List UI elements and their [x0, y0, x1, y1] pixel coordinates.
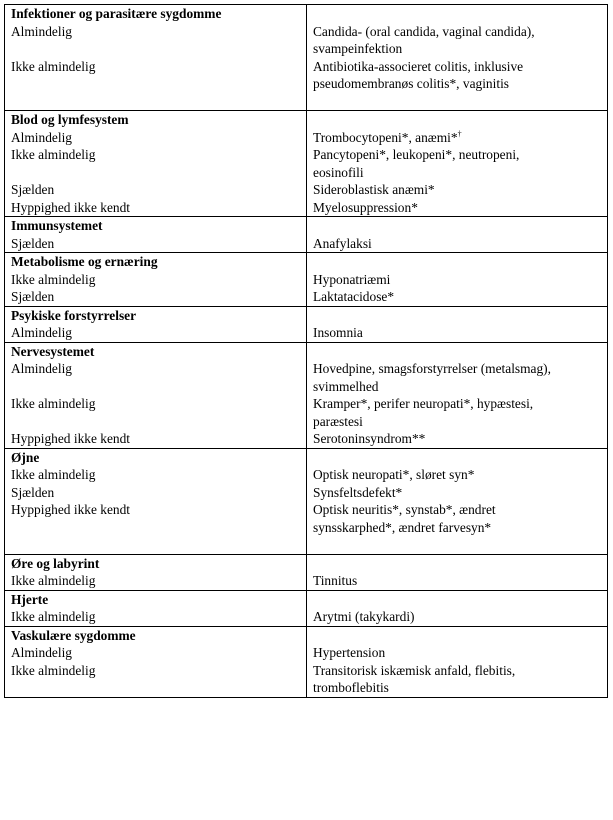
adverse-effect-line — [313, 679, 601, 697]
adverse-effect-line — [313, 129, 601, 147]
adverse-effect-text: tromboflebitis — [313, 680, 389, 695]
adverse-effect-text: pseudomembranøs colitis*, vaginitis — [313, 76, 510, 91]
adverse-effect-text: Hyponatriæmi — [313, 271, 391, 287]
organ-class-cell — [5, 5, 307, 111]
frequency-label: Ikke almindelig — [11, 396, 96, 411]
table-row — [5, 626, 608, 697]
table-row — [5, 554, 608, 590]
adverse-effect-line — [313, 413, 601, 431]
adverse-effect-text: Insomnia — [313, 325, 363, 340]
adverse-effect-text: Tinnitus — [313, 573, 358, 588]
adverse-effect-line — [313, 519, 601, 537]
effects-cell — [307, 448, 608, 554]
frequency-label: Hyppighed ikke kendt — [11, 199, 131, 215]
line-gap — [11, 679, 300, 697]
organ-class-cell — [5, 342, 307, 448]
organ-class-heading: Nervesystemet — [11, 343, 95, 359]
heading-spacer — [313, 5, 601, 23]
adverse-effect-line — [313, 360, 601, 378]
frequency-label: Almindelig — [11, 129, 72, 145]
adverse-effect-line — [313, 23, 601, 41]
adverse-reactions-table — [4, 4, 608, 698]
line-gap — [11, 413, 300, 431]
adverse-effect-line — [313, 572, 601, 590]
organ-class-cell — [5, 306, 307, 342]
heading-spacer — [313, 217, 601, 235]
adverse-effect-line — [313, 501, 601, 519]
adverse-effect-text: Laktatacidose* — [313, 289, 395, 304]
organ-class-cell — [5, 253, 307, 307]
adverse-effect-line — [313, 430, 601, 448]
table-row — [5, 253, 608, 307]
organ-class-cell — [5, 554, 307, 590]
adverse-effect-text: svampeinfektion — [313, 41, 403, 56]
organ-class-heading: Immunsystemet — [11, 218, 103, 233]
adverse-effect-line — [313, 662, 601, 680]
heading-spacer — [313, 253, 601, 271]
organ-class-heading: Hjerte — [11, 591, 49, 607]
frequency-label: Sjælden — [11, 182, 55, 197]
frequency-label: Almindelig — [11, 645, 72, 660]
frequency-label: Ikke almindelig — [11, 609, 96, 624]
table-row — [5, 448, 608, 554]
adverse-effect-line — [313, 378, 601, 396]
adverse-effect-line — [313, 466, 601, 484]
organ-class-heading: Øre og labyrint — [11, 555, 100, 571]
organ-class-cell — [5, 111, 307, 217]
frequency-label: Almindelig — [11, 23, 72, 39]
organ-class-heading: Blod og lymfesystem — [11, 112, 129, 127]
adverse-effect-text: Candida- (oral candida, vaginal candida), — [313, 23, 535, 39]
effects-cell — [307, 342, 608, 448]
adverse-effect-text: Trombocytopeni*, anæmi* — [313, 129, 458, 145]
table-row — [5, 5, 608, 111]
line-gap — [11, 378, 300, 396]
table-row — [5, 306, 608, 342]
adverse-effect-text: Myelosuppression* — [313, 199, 418, 215]
adverse-effect-line — [313, 644, 601, 662]
table-body — [5, 5, 608, 698]
adverse-effect-line — [313, 288, 601, 306]
frequency-label: Sjælden — [11, 289, 55, 304]
adverse-effect-text: Transitorisk iskæmisk anfald, flebitis, — [313, 662, 516, 678]
adverse-effect-line — [313, 164, 601, 182]
adverse-effect-text: svimmelhed — [313, 378, 379, 394]
table-row — [5, 217, 608, 253]
adverse-effect-text: synsskarphed*, ændret farvesyn* — [313, 519, 492, 535]
heading-spacer — [313, 449, 601, 467]
adverse-effect-line — [313, 181, 601, 199]
frequency-label: Ikke almindelig — [11, 573, 96, 588]
heading-spacer — [313, 555, 601, 573]
adverse-effect-line — [313, 146, 601, 164]
effects-cell — [307, 306, 608, 342]
effects-cell — [307, 5, 608, 111]
frequency-label: Ikke almindelig — [11, 147, 96, 162]
effects-cell — [307, 217, 608, 253]
effects-cell — [307, 590, 608, 626]
organ-class-cell — [5, 217, 307, 253]
frequency-label: Sjælden — [11, 484, 55, 500]
effects-cell — [307, 253, 608, 307]
organ-class-heading: Infektioner og parasitære sygdomme — [11, 6, 222, 21]
adverse-effect-line — [313, 199, 601, 217]
adverse-effect-text: Anafylaksi — [313, 235, 372, 251]
organ-class-cell — [5, 590, 307, 626]
adverse-effect-line — [313, 324, 601, 342]
adverse-effect-text: Synsfeltsdefekt* — [313, 484, 403, 500]
heading-spacer — [313, 343, 601, 361]
adverse-effect-line — [313, 40, 601, 58]
adverse-effect-text: Antibiotika-associeret colitis, inklusive — [313, 58, 524, 74]
frequency-label: Ikke almindelig — [11, 467, 96, 482]
adverse-effect-line — [313, 395, 601, 413]
trailing-gap — [313, 536, 601, 554]
frequency-label: Hyppighed ikke kendt — [11, 502, 131, 517]
heading-spacer — [313, 111, 601, 129]
line-gap — [11, 164, 300, 182]
frequency-label: Ikke almindelig — [11, 662, 96, 678]
table-row — [5, 590, 608, 626]
adverse-effect-text: Hovedpine, smagsforstyrrelser (metalsmag), — [313, 361, 551, 376]
effects-cell — [307, 554, 608, 590]
heading-spacer — [313, 591, 601, 609]
adverse-effect-text: paræstesi — [313, 413, 363, 429]
line-gap — [11, 519, 300, 537]
adverse-effect-line — [313, 58, 601, 76]
adverse-effect-line — [313, 271, 601, 289]
adverse-effect-text: Optisk neuritis*, synstab*, ændret — [313, 502, 496, 517]
organ-class-cell — [5, 626, 307, 697]
trailing-gap — [11, 93, 300, 111]
adverse-effect-text: eosinofili — [313, 164, 364, 180]
adverse-effect-line — [313, 608, 601, 626]
trailing-gap — [11, 536, 300, 554]
adverse-effect-text: Kramper*, perifer neuropati*, hypæstesi, — [313, 396, 534, 411]
table-row — [5, 342, 608, 448]
adverse-effect-line — [313, 484, 601, 502]
organ-class-cell — [5, 448, 307, 554]
adverse-effect-line — [313, 75, 601, 93]
heading-spacer — [313, 627, 601, 645]
organ-class-heading: Øjne — [11, 449, 40, 465]
adverse-effect-text: Arytmi (takykardi) — [313, 609, 415, 624]
frequency-label: Sjælden — [11, 235, 55, 251]
table-row — [5, 111, 608, 217]
adverse-effect-line — [313, 235, 601, 253]
adverse-effect-text: Pancytopeni*, leukopeni*, neutropeni, — [313, 147, 520, 162]
organ-class-heading: Metabolisme og ernæring — [11, 254, 158, 269]
adverse-effect-text: Serotoninsyndrom** — [313, 431, 426, 446]
organ-class-heading: Vaskulære sygdomme — [11, 627, 136, 643]
frequency-label: Ikke almindelig — [11, 271, 96, 287]
adverse-effect-text: Hypertension — [313, 645, 386, 660]
footnote-marker: † — [457, 129, 462, 139]
frequency-label: Hyppighed ikke kendt — [11, 431, 131, 446]
trailing-gap — [313, 93, 601, 111]
frequency-label: Almindelig — [11, 361, 72, 376]
line-gap — [11, 75, 300, 93]
effects-cell — [307, 626, 608, 697]
adverse-effect-text: Optisk neuropati*, sløret syn* — [313, 467, 475, 482]
frequency-label: Almindelig — [11, 325, 72, 340]
heading-spacer — [313, 307, 601, 325]
frequency-label: Ikke almindelig — [11, 58, 96, 74]
effects-cell — [307, 111, 608, 217]
adverse-effect-text: Sideroblastisk anæmi* — [313, 182, 435, 197]
organ-class-heading: Psykiske forstyrrelser — [11, 307, 137, 323]
line-gap — [11, 40, 300, 58]
